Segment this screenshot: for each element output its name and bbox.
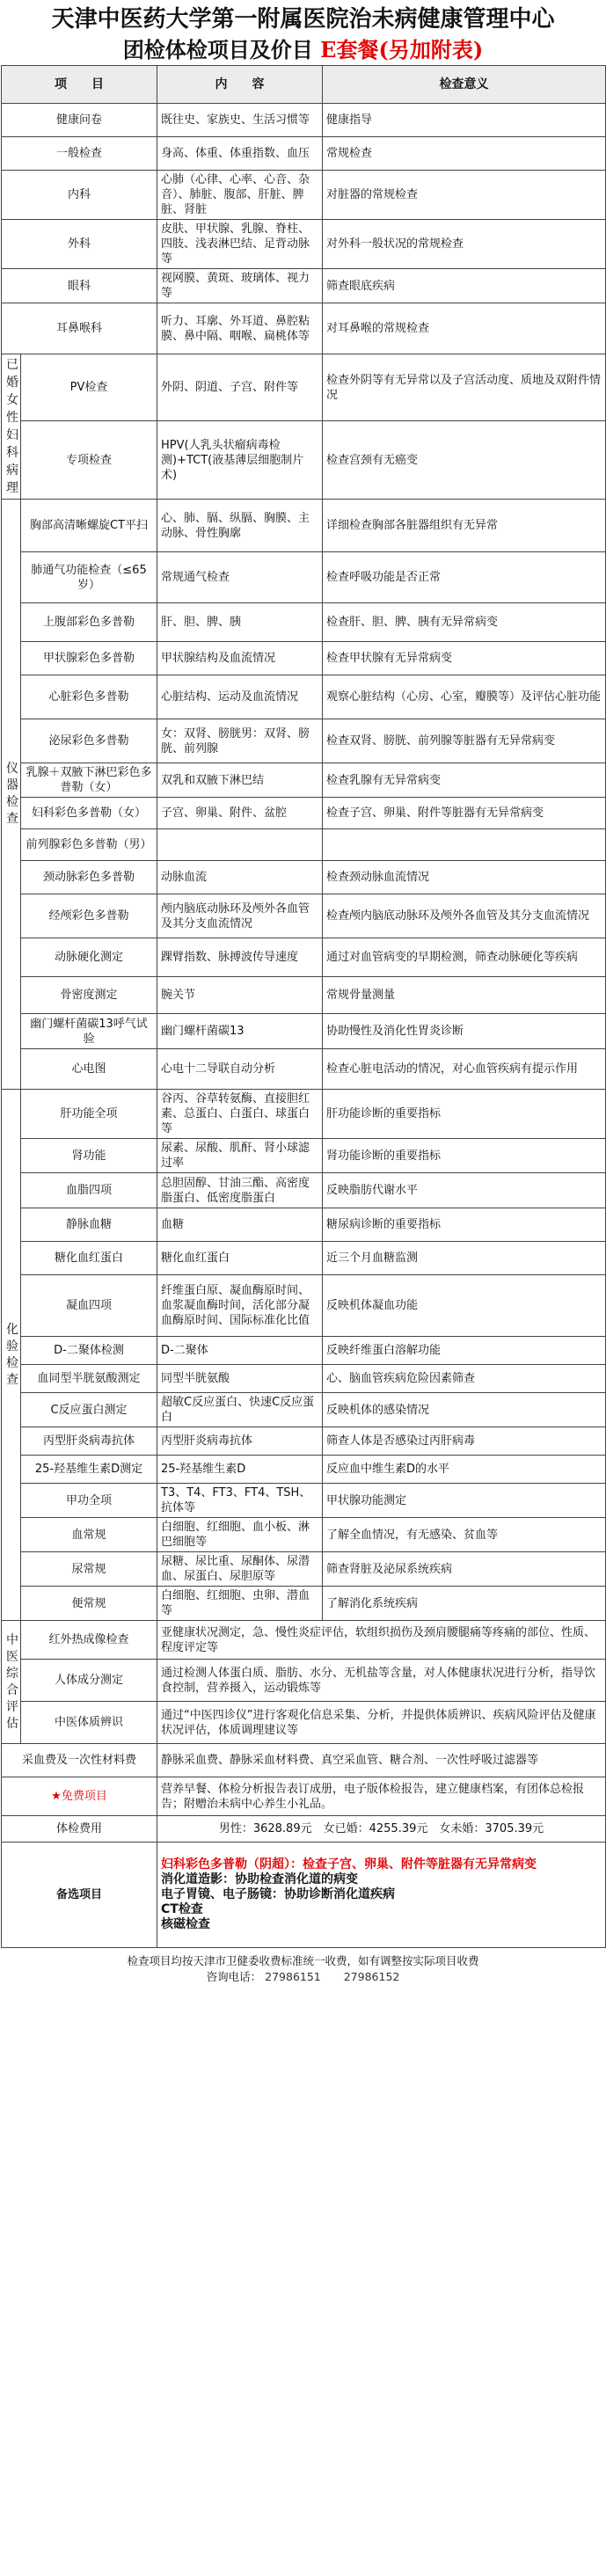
project-meaning: 肝功能诊断的重要指标: [323, 1090, 606, 1139]
page-title: [0, 0, 606, 65]
project-name: 丙型肝炎病毒抗体: [21, 1427, 157, 1456]
project-name: 心电图: [21, 1049, 157, 1090]
project-content: 幽门螺杆菌碳13: [157, 1014, 323, 1049]
project-name: 便常规: [21, 1587, 157, 1621]
instrument-row: [2, 500, 606, 552]
project-name: 甲状腺彩色多普勒: [21, 642, 157, 675]
project-meaning: 检查宫颈有无癌变: [323, 421, 606, 500]
general-row: [2, 220, 606, 269]
project-content: 常规通气检查: [157, 552, 323, 603]
header-meaning: 检查意义: [323, 66, 606, 104]
free-project-label: 免费项目: [61, 1790, 107, 1803]
project-content: 尿糖、尿比重、尿酮体、尿潜血、尿蛋白、尿胆原等: [157, 1552, 323, 1587]
project-name: 骨密度测定: [21, 977, 157, 1014]
lab-row: [2, 1365, 606, 1393]
project-content: 视网膜、黄斑、玻璃体、视力等: [157, 269, 323, 303]
project-name: 肺通气功能检查（≤65岁）: [21, 552, 157, 603]
project-name: 肝功能全项: [21, 1090, 157, 1139]
project-content: 子宫、卵巢、附件、盆腔: [157, 798, 323, 829]
project-meaning: [323, 829, 606, 861]
checkup-table: [1, 65, 606, 1948]
project-meaning: 筛查人体是否感染过丙肝病毒: [323, 1427, 606, 1456]
project-meaning: 检查双肾、膀胱、前列腺等脏器有无异常病变: [323, 719, 606, 763]
title-package-name: E套餐(另加附表): [320, 37, 484, 62]
project-content: 通过检测人体蛋白质、脂肪、水分、无机盐等含量，对人体健康状况进行分析，指导饮食控制，营养摄入，运动锻炼等: [157, 1660, 606, 1702]
instrument-row: [2, 938, 606, 977]
project-content: 总胆固醇、甘油三酯、高密度脂蛋白、低密度脂蛋白: [157, 1173, 323, 1208]
project-name: 静脉血糖: [21, 1208, 157, 1242]
project-name: 中医体质辨识: [21, 1702, 157, 1744]
project-name: 幽门螺杆菌碳13呼气试验: [21, 1014, 157, 1049]
project-meaning: 近三个月血糖监测: [323, 1242, 606, 1275]
project-content: 亚健康状况测定，急、慢性炎症评估，软组织损伤及颈肩腰腿痛等疼痛的部位、性质、程度评定等: [157, 1621, 606, 1660]
project-content: 通过“中医四诊仪”进行客观化信息采集、分析，并提供体质辨识、疾病风险评估及健康状况评估，体质调理建议等: [157, 1702, 606, 1744]
lab-row: [2, 1242, 606, 1275]
optional-item: 妇科彩色多普勒（阴超）：检查子宫、卵巢、附件等脏器有无异常病变: [161, 1857, 537, 1872]
project-meaning: 了解全血情况，有无感染、贫血等: [323, 1518, 606, 1552]
project-meaning: 协助慢性及消化性胃炎诊断: [323, 1014, 606, 1049]
project-meaning: 对外科一般状况的常规检查: [323, 220, 606, 269]
lab-row: [2, 1427, 606, 1456]
project-content: 超敏C反应蛋白、快速C反应蛋白: [157, 1393, 323, 1427]
instrument-row: [2, 861, 606, 894]
category-lab-label: 化验检查: [6, 1322, 18, 1387]
instrument-row: [2, 1049, 606, 1090]
lab-row: [2, 1393, 606, 1427]
project-meaning: 反映脂肪代谢水平: [323, 1173, 606, 1208]
project-meaning: 检查颅内脑底动脉环及颅外各血管及其分支血流情况: [323, 894, 606, 938]
project-content: 尿素、尿酸、肌酐、肾小球滤过率: [157, 1139, 323, 1173]
project-name: 红外热成像检查: [21, 1621, 157, 1660]
project-name: PV检查: [21, 354, 157, 421]
project-content: 25-羟基维生素D: [157, 1456, 323, 1484]
price-female-unmarried: 女未婚：3705.39元: [439, 1822, 544, 1835]
optional-item: CT检查: [161, 1902, 203, 1916]
lab-row: [2, 1337, 606, 1365]
project-meaning: 通过对血管病变的早期检测，筛查动脉硬化等疾病: [323, 938, 606, 977]
optional-item: 电子胃镜、电子肠镜：协助诊断消化道疾病: [161, 1887, 395, 1901]
project-name: 人体成分测定: [21, 1660, 157, 1702]
tcm-row: [2, 1660, 606, 1702]
category-instrument-label: 仪器检查: [6, 762, 18, 826]
project-meaning: 检查乳腺有无异常病变: [323, 763, 606, 798]
project-content: 同型半胱氨酸: [157, 1365, 323, 1393]
project-name: 外科: [2, 220, 157, 269]
project-name: 尿常规: [21, 1552, 157, 1587]
instrument-row: [2, 552, 606, 603]
project-meaning: 反映机体的感染情况: [323, 1393, 606, 1427]
instrument-row: [2, 894, 606, 938]
project-name: 血同型半胱氨酸测定: [21, 1365, 157, 1393]
project-meaning: 检查肝、胆、脾、胰有无异常病变: [323, 603, 606, 642]
lab-row: [2, 1275, 606, 1337]
project-content: 动脉血流: [157, 861, 323, 894]
project-meaning: 了解消化系统疾病: [323, 1587, 606, 1621]
general-row: [2, 137, 606, 171]
project-name: 上腹部彩色多普勒: [21, 603, 157, 642]
category-tcm: [2, 1621, 21, 1744]
project-meaning: 观察心脏结构（心房、心室，瓣膜等）及评估心脏功能: [323, 675, 606, 719]
optional-item: 消化道造影：协助检查消化道的病变: [161, 1872, 358, 1886]
instrument-row: [2, 603, 606, 642]
project-meaning: 对脏器的常规检查: [323, 171, 606, 220]
project-content: 心、肺、膈、纵膈、胸膜、主动脉、骨性胸廓: [157, 500, 323, 552]
title-line2-prefix: 团检体检项目及价目: [122, 37, 321, 62]
project-content: 皮肤、甲状腺、乳腺、脊柱、四肢、浅表淋巴结、足背动脉等: [157, 220, 323, 269]
project-content: 身高、体重、体重指数、血压: [157, 137, 323, 171]
project-content: 白细胞、红细胞、血小板、淋巴细胞等: [157, 1518, 323, 1552]
lab-row: [2, 1518, 606, 1552]
price-row: [2, 1816, 606, 1843]
header-content: 内 容: [157, 66, 323, 104]
project-name: 糖化血红蛋白: [21, 1242, 157, 1275]
lab-row: [2, 1587, 606, 1621]
footer-phones: [0, 1969, 606, 1985]
project-meaning: 详细检查胸部各脏器组织有无异常: [323, 500, 606, 552]
header-project: 项 目: [2, 66, 157, 104]
project-meaning: 糖尿病诊断的重要指标: [323, 1208, 606, 1242]
free-row: [2, 1777, 606, 1816]
project-name: 血常规: [21, 1518, 157, 1552]
project-content: 纤维蛋白原、凝血酶原时间、血浆凝血酶时间，活化部分凝血酶原时间、国际标准化比值: [157, 1275, 323, 1337]
project-content: 肝、胆、脾、胰: [157, 603, 323, 642]
project-content: 血糖: [157, 1208, 323, 1242]
project-meaning: 筛查肾脏及泌尿系统疾病: [323, 1552, 606, 1587]
general-row: [2, 303, 606, 354]
instrument-row: [2, 642, 606, 675]
project-content: 既往史、家族史、生活习惯等: [157, 104, 323, 137]
title-line1: 天津中医药大学第一附属医院治未病健康管理中心: [51, 6, 555, 33]
footer-note: 检查项目均按天津市卫健委收费标准统一收费，如有调整按实际项目收费: [127, 1954, 479, 1967]
lab-row: [2, 1139, 606, 1173]
project-meaning: 甲状腺功能测定: [323, 1484, 606, 1518]
category-women: [2, 354, 21, 500]
price-female-married: 女已婚：4255.39元: [323, 1822, 428, 1835]
lab-row: [2, 1090, 606, 1139]
free-project: [2, 1777, 157, 1816]
instrument-row: [2, 1014, 606, 1049]
project-content: 谷丙、谷草转氨酶、直接胆红素、总蛋白、白蛋白、球蛋白等: [157, 1090, 323, 1139]
lab-row: [2, 1208, 606, 1242]
project-meaning: 反应血中维生素D的水平: [323, 1456, 606, 1484]
women-row: [2, 354, 606, 421]
project-content: 甲状腺结构及血流情况: [157, 642, 323, 675]
sampling-row: [2, 1744, 606, 1777]
general-row: [2, 171, 606, 220]
project-name: 耳鼻喉科: [2, 303, 157, 354]
project-name: 专项检查: [21, 421, 157, 500]
general-row: [2, 269, 606, 303]
project-content: [157, 829, 323, 861]
project-content: 女：双肾、膀胱男：双肾、膀胱、前列腺: [157, 719, 323, 763]
price-male: 男性：3628.89元: [218, 1822, 312, 1835]
project-meaning: 反映机体凝血功能: [323, 1275, 606, 1337]
instrument-row: [2, 763, 606, 798]
tcm-row: [2, 1702, 606, 1744]
project-name: 颈动脉彩色多普勒: [21, 861, 157, 894]
phone-number-2: 27986152: [343, 1970, 400, 1983]
footer: [0, 1948, 606, 1989]
sampling-content: 静脉采血费、静脉采血材料费、真空采血管、糖合剂、一次性呼吸过滤器等: [157, 1744, 606, 1777]
optional-row: [2, 1843, 606, 1948]
project-meaning: 反映纤维蛋白溶解功能: [323, 1337, 606, 1365]
phone-label: 咨询电话：: [206, 1970, 262, 1983]
project-meaning: 常规检查: [323, 137, 606, 171]
phone-number-1: 27986151: [265, 1970, 321, 1983]
project-content: 听力、耳廓、外耳道、鼻腔粘膜、鼻中隔、咽喉、扁桃体等: [157, 303, 323, 354]
general-row: [2, 104, 606, 137]
project-content: 双乳和双腋下淋巴结: [157, 763, 323, 798]
project-name: 胸部高清晰螺旋CT平扫: [21, 500, 157, 552]
project-name: 肾功能: [21, 1139, 157, 1173]
category-lab: [2, 1090, 21, 1621]
project-name: 内科: [2, 171, 157, 220]
project-meaning: 检查子宫、卵巢、附件等脏器有无异常病变: [323, 798, 606, 829]
project-meaning: 检查心脏电活动的情况，对心血管疾病有提示作用: [323, 1049, 606, 1090]
project-meaning: 心、脑血管疾病危险因素筛查: [323, 1365, 606, 1393]
project-name: C反应蛋白测定: [21, 1393, 157, 1427]
project-content: 糖化血红蛋白: [157, 1242, 323, 1275]
instrument-row: [2, 977, 606, 1014]
project-content: 白细胞、红细胞、虫卵、潜血等: [157, 1587, 323, 1621]
instrument-row: [2, 798, 606, 829]
title-line2: [0, 35, 606, 65]
project-meaning: 肾功能诊断的重要指标: [323, 1139, 606, 1173]
project-meaning: 检查甲状腺有无异常病变: [323, 642, 606, 675]
project-name: 心脏彩色多普勒: [21, 675, 157, 719]
free-content: 营养早餐、体检分析报告表订成册，电子版体检报告，建立健康档案，有团体总检报告；附赠治未病中心养生小礼品。: [157, 1777, 606, 1816]
optional-project: 备选项目: [2, 1843, 157, 1948]
instrument-row: [2, 829, 606, 861]
project-meaning: 对耳鼻喉的常规检查: [323, 303, 606, 354]
project-name: D-二聚体检测: [21, 1337, 157, 1365]
optional-content: [157, 1843, 606, 1948]
instrument-row: [2, 719, 606, 763]
project-meaning: 筛查眼底疾病: [323, 269, 606, 303]
project-content: 心电十二导联自动分析: [157, 1049, 323, 1090]
project-name: 健康问卷: [2, 104, 157, 137]
project-content: HPV(人乳头状瘤病毒检测)+TCT(液基薄层细胞制片术): [157, 421, 323, 500]
category-instrument: [2, 500, 21, 1090]
project-content: 外阴、阴道、子宫、附件等: [157, 354, 323, 421]
project-content: 心脏结构、运动及血流情况: [157, 675, 323, 719]
project-name: 一般检查: [2, 137, 157, 171]
project-name: 妇科彩色多普勒（女）: [21, 798, 157, 829]
lab-row: [2, 1173, 606, 1208]
project-name: 经颅彩色多普勒: [21, 894, 157, 938]
tcm-row: [2, 1621, 606, 1660]
lab-row: [2, 1552, 606, 1587]
project-name: 乳腺＋双腋下淋巴彩色多普勒（女）: [21, 763, 157, 798]
price-project: 体检费用: [2, 1816, 157, 1843]
project-meaning: 健康指导: [323, 104, 606, 137]
lab-row: [2, 1456, 606, 1484]
optional-item: 核磁检查: [161, 1917, 210, 1931]
project-name: 眼科: [2, 269, 157, 303]
project-name: 血脂四项: [21, 1173, 157, 1208]
project-content: T3、T4、FT3、FT4、TSH、抗体等: [157, 1484, 323, 1518]
project-content: 心肺（心律、心率、心音、杂音）、肺脏、腹部、肝脏、脾脏、肾脏: [157, 171, 323, 220]
category-tcm-label: 中医综合评估: [6, 1632, 18, 1731]
project-content: 丙型肝炎病毒抗体: [157, 1427, 323, 1456]
price-content: [157, 1816, 606, 1843]
women-row: [2, 421, 606, 500]
sampling-project: 采血费及一次性材料费: [2, 1744, 157, 1777]
project-name: 凝血四项: [21, 1275, 157, 1337]
project-meaning: 检查外阴等有无异常以及子宫活动度、质地及双附件情况: [323, 354, 606, 421]
project-content: 腕关节: [157, 977, 323, 1014]
project-meaning: 检查呼吸功能是否正常: [323, 552, 606, 603]
instrument-row: [2, 675, 606, 719]
project-name: 动脉硬化测定: [21, 938, 157, 977]
project-name: 泌尿彩色多普勒: [21, 719, 157, 763]
project-meaning: 常规骨量测量: [323, 977, 606, 1014]
table-header-row: [2, 66, 606, 104]
category-women-label: 已婚女性妇科病理: [6, 358, 18, 495]
project-content: 踝臂指数、脉搏波传导速度: [157, 938, 323, 977]
project-content: 颅内脑底动脉环及颅外各血管及其分支血流情况: [157, 894, 323, 938]
project-name: 甲功全项: [21, 1484, 157, 1518]
star-icon: ★: [51, 1790, 62, 1803]
lab-row: [2, 1484, 606, 1518]
project-content: D-二聚体: [157, 1337, 323, 1365]
project-name: 25-羟基维生素D测定: [21, 1456, 157, 1484]
project-meaning: 检查颈动脉血流情况: [323, 861, 606, 894]
project-name: 前列腺彩色多普勒（男）: [21, 829, 157, 861]
